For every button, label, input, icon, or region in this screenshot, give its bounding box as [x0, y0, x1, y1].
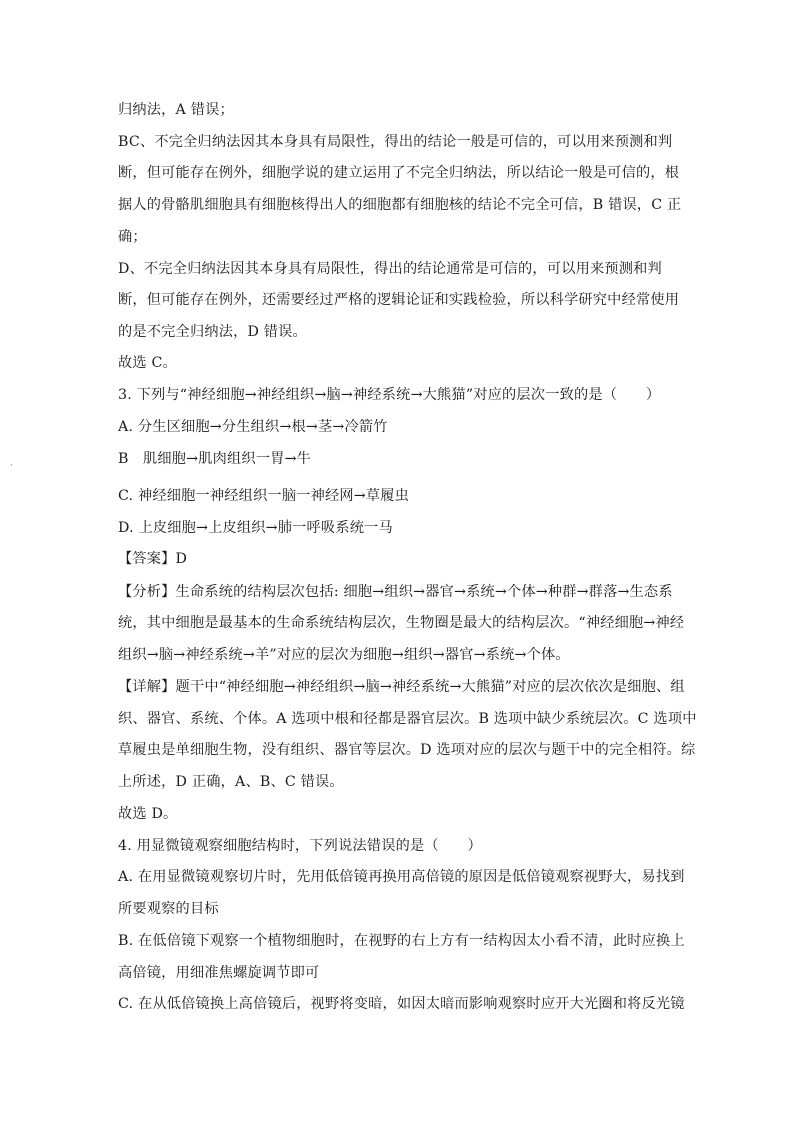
explanation-line: 草履虫是单细胞生物，没有组织、器官等层次。D 选项对应的层次与题干中的完全相符。综 [118, 742, 696, 758]
question-3-option-b: B 肌细胞→肌肉组织一胃→牛 [118, 451, 312, 467]
text-line: 确； [118, 229, 147, 245]
explanation-line: 上所述，D 正确，A、B、C 错误。 [118, 774, 344, 790]
question-3-stem: 3. 下列与“神经细胞→神经组织→脑→神经系统→大熊猫”对应的层次一致的是（ ） [118, 387, 661, 403]
analysis-line: 组织→脑→神经系统→羊”对应的层次为细胞→组织→器官→系统→个体。 [118, 647, 570, 663]
explanation-line: 【详解】题干中“神经细胞→神经组织→脑→神经系统→大熊猫”对应的层次依次是细胞、组 [118, 679, 685, 695]
question-3-option-c: C. 神经细胞一神经组织一脑一神经网→草履虫 [118, 488, 410, 504]
question-4-option-a-cont: 所要观察的目标 [118, 901, 219, 917]
analysis-line: 【分析】生命系统的结构层次包括: 细胞→组织→器官→系统→个体→种群→群落→生态系 [118, 584, 673, 600]
text-line: 的是不完全归纳法，D 错误。 [118, 324, 307, 340]
answer-label: 【答案】D [118, 551, 188, 567]
text-line: 故选 C。 [118, 355, 177, 371]
question-4-option-c: C. 在从低倍镜换上高倍镜后，视野将变暗，如因太暗而影响观察时应开大光圈和将反光镜 [118, 996, 685, 1012]
text-line: 断，但可能存在例外，细胞学说的建立运用了不完全归纳法，所以结论一般是可信的，根 [118, 165, 680, 181]
question-3-option-d: D. 上皮细胞→上皮组织→肺一呼吸系统一马 [118, 520, 393, 536]
text-line: 断，但可能存在例外，还需要经过严格的逻辑论证和实践检验，所以科学研究中经常使用 [118, 292, 680, 308]
question-3-option-a: A. 分生区细胞→分生组织→根→茎→冷箭竹 [118, 419, 388, 435]
stray-dot-mark: · [10, 461, 13, 470]
text-line: 归纳法，A 错误； [118, 102, 234, 118]
explanation-line: 织、器官、系统、个体。A 选项中根和径都是器官层次。B 选项中缺少系统层次。C 选项中 [118, 711, 697, 727]
analysis-line: 统，其中细胞是最基本的生命系统结构层次，生物圈是最大的结构层次。“神经细胞→神经 [118, 615, 685, 631]
text-line: BC、不完全归纳法因其本身具有局限性，得出的结论一般是可信的，可以用来预测和判 [118, 134, 673, 150]
text-line: D、不完全归纳法因其本身具有局限性，得出的结论通常是可信的，可以用来预测和判 [118, 261, 662, 277]
question-4-stem: 4. 用显微镜观察细胞结构时，下列说法错误的是（ ） [118, 838, 482, 854]
question-4-option-b-cont: 高倍镜，用细准焦螺旋调节即可 [118, 965, 320, 981]
question-4-option-a: A. 在用显微镜观察切片时，先用低倍镜再换用高倍镜的原因是低倍镜观察视野大，易找到 [118, 869, 685, 885]
text-line: 据人的骨骼肌细胞具有细胞核得出人的细胞都有细胞核的结论不完全可信，B 错误，C 正 [118, 197, 682, 213]
text-line: 故选 D。 [118, 806, 178, 822]
question-4-option-b: B. 在低倍镜下观察一个植物细胞时，在视野的右上方有一结构因太小看不清，此时应换上 [118, 933, 685, 949]
